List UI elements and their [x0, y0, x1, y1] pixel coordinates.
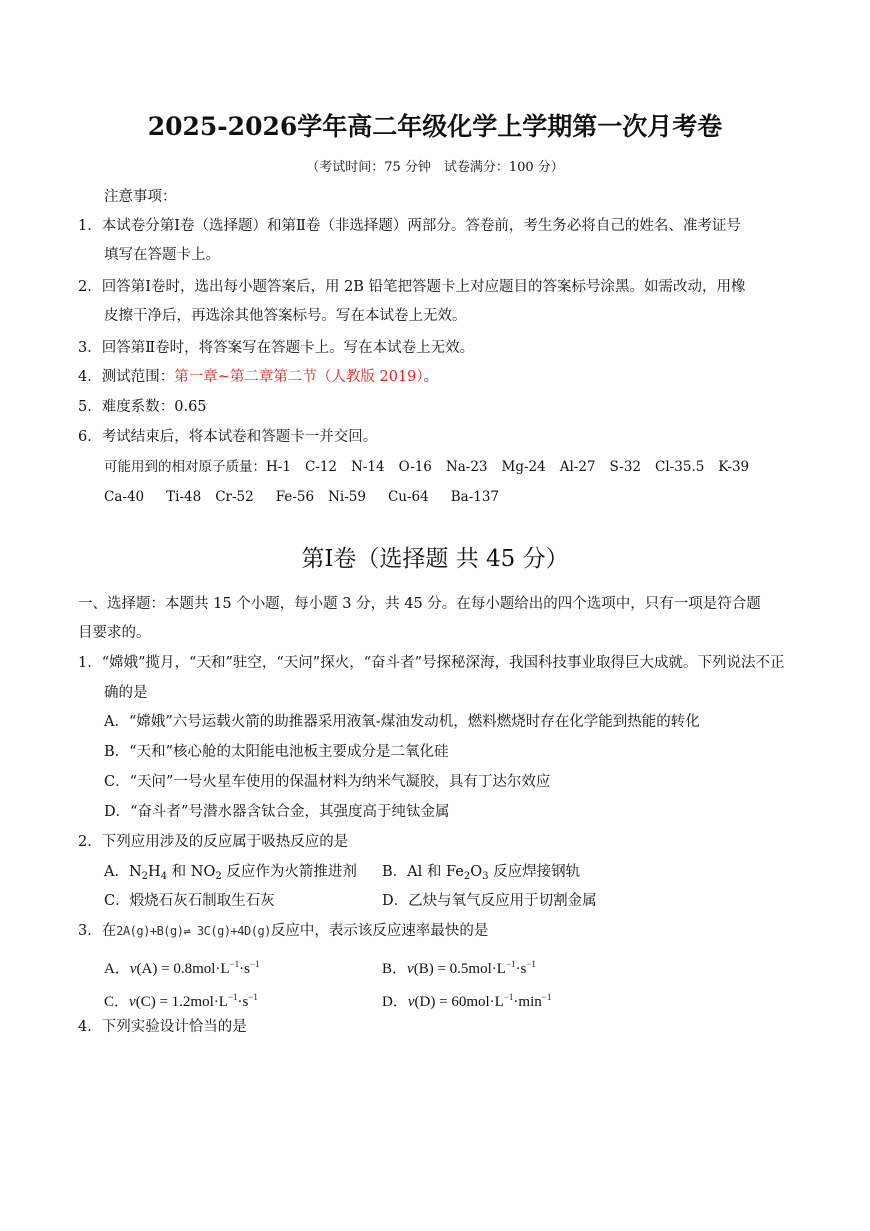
question-num: 4． — [78, 1019, 102, 1035]
atomic-mass: O-16 — [398, 459, 432, 475]
unit: L — [218, 994, 228, 1010]
notice-item-3 — [78, 338, 474, 358]
atomic-mass: C-12 — [304, 459, 338, 475]
formula-subscript: 4 — [160, 871, 168, 882]
unit-exponent: −1 — [505, 959, 516, 969]
atomic-mass: Mg-24 — [501, 459, 546, 475]
atomic-mass: Fe-56 — [275, 489, 315, 505]
atomic-mass: N-14 — [351, 459, 385, 475]
notice-item-5 — [78, 397, 207, 417]
unit: L — [494, 994, 504, 1010]
question-text: “嫦娥”揽月，“天和”驻空，“天问”探火，“奋斗者”号探秘深海，我国科技事业取得巨大成就。下列说法不正 — [101, 655, 785, 671]
question-1-stem-cont: 确的是 — [104, 685, 148, 701]
question-text: 反应中，表示该反应速率最快的是 — [270, 923, 489, 939]
notice-item-text: 测试范围： — [101, 369, 175, 385]
question-num: 1． — [78, 655, 102, 671]
notice-item-text: 回答第Ⅰ卷时，选出每小题答案后，用 2B 铅笔把答题卡上对应题目的答案标号涂黑。如需改动，用橡 — [101, 279, 746, 295]
option-label: A． — [104, 864, 129, 880]
formula-part: 反应作为火箭推进剂 — [221, 864, 357, 880]
unit: mol — [468, 961, 492, 977]
notice-item-text: 本试卷分第Ⅰ卷（选择题）和第Ⅱ卷（非选择题）两部分。答卷前，考生务必将自己的姓名、准考证号 — [101, 218, 741, 234]
notice-item-text: 考试结束后，将本试卷和答题卡一并交回。 — [101, 429, 378, 445]
formula-part: O — [470, 864, 483, 880]
exam-title: 2025-2026学年高二年级化学上学期第一次月考卷 — [147, 112, 723, 141]
rate-species: C — [140, 994, 151, 1010]
notice-item-2-cont: 皮擦干净后，再选涂其他答案标号。写在本试卷上无效。 — [104, 308, 467, 324]
notice-item-num: 1． — [78, 218, 102, 234]
question-text: 在 — [101, 923, 117, 939]
rate-value: 1.2 — [171, 994, 191, 1010]
atomic-mass: Ti-48 — [166, 489, 202, 505]
question-2-stem — [78, 832, 348, 852]
reaction-equation: 2A(g)+B(g)⇌ 3C(g)+4D(g) — [116, 924, 271, 938]
notice-item-num: 3． — [78, 340, 102, 356]
notice-item-num: 5． — [78, 399, 102, 415]
question-1-option-d: D．“奋斗者”号潜水器含钛合金，其强度高于纯钛金属 — [104, 804, 450, 820]
option-label: B． — [382, 961, 408, 977]
formula-part: 和 NO — [167, 864, 216, 880]
exam-subtitle: （考试时间：75 分钟 试卷满分：100 分） — [306, 160, 564, 175]
atomic-mass: Ni-59 — [328, 489, 366, 505]
atomic-mass-line-2 — [104, 487, 499, 507]
atomic-mass: Ba-137 — [450, 489, 500, 505]
unit: L — [220, 961, 230, 977]
atomic-mass: Cl-35.5 — [655, 459, 705, 475]
notice-item-2 — [78, 277, 746, 297]
formula-part: H — [148, 864, 161, 880]
unit-exponent: −1 — [250, 959, 260, 969]
question-text: 下列实验设计恰当的是 — [101, 1019, 247, 1035]
question-num: 3． — [78, 923, 102, 939]
rate-value: 0.8 — [173, 961, 193, 977]
formula-subscript: 3 — [482, 871, 489, 882]
option-label: C． — [104, 994, 130, 1010]
question-3-option-c: C．$v(C) = 1.2mol\cdot L^{-1}\cdot s^{-1}$ — [104, 992, 258, 1010]
unit-exponent: −1 — [526, 959, 536, 969]
unit: min — [518, 994, 542, 1010]
notice-item-1-cont: 填写在答题卡上。 — [104, 247, 220, 263]
question-1-option-b: B．“天和”核心舱的太阳能电池板主要成分是二氧化硅 — [104, 744, 449, 760]
question-3-option-d: D．$v(D) = 60mol\cdot L^{-1}\cdot\min^{-1}$ — [382, 992, 552, 1010]
section-intro: 一、选择题：本题共 15 个小题，每小题 3 分，共 45 分。在每小题给出的四个选项中，只有一项是符合题 — [78, 596, 761, 612]
question-3-option-a: A．$v(A) = 0.8mol\cdot L^{-1}\cdot s^{-1}$ — [104, 959, 260, 977]
unit-exponent: −1 — [248, 992, 258, 1002]
question-1-option-a: A．“嫦娥”六号运载火箭的助推器采用液氧-煤油发动机，燃料燃烧时存在化学能到热能的转化 — [104, 714, 700, 730]
unit: mol — [190, 994, 214, 1010]
atomic-mass-line-1 — [104, 457, 749, 477]
unit-exponent: −1 — [503, 992, 514, 1002]
notice-item-num: 6． — [78, 429, 102, 445]
unit: mol — [466, 994, 490, 1010]
question-2-option-c: C．煅烧石灰石制取生石灰 — [104, 893, 275, 909]
atomic-mass: H-1 — [266, 459, 291, 475]
notice-item-text: 难度系数：0.65 — [101, 399, 207, 415]
question-2-option-d: D．乙炔与氧气反应用于切割金属 — [382, 893, 597, 909]
formula-part: Al 和 Fe — [407, 864, 464, 880]
rate-value: 0.5 — [449, 961, 469, 977]
unit-exponent: −1 — [541, 992, 552, 1002]
formula-subscript: 2 — [215, 871, 222, 882]
question-3-stem — [78, 921, 488, 941]
question-1-option-c: C．“天问”一号火星车使用的保温材料为纳米气凝胶，具有丁达尔效应 — [104, 774, 551, 790]
unit: mol — [192, 961, 216, 977]
formula-part: 反应焊接钢轨 — [488, 864, 581, 880]
question-2-option-b — [382, 862, 580, 887]
notice-heading: 注意事项： — [104, 189, 177, 205]
atomic-mass: Ca-40 — [104, 489, 145, 505]
notice-item-tail: 。 — [423, 369, 439, 385]
question-4-stem — [78, 1017, 247, 1037]
question-3-option-b: B．$v(B) = 0.5mol\cdot L^{-1}\cdot s^{-1}$ — [382, 959, 536, 977]
notice-item-1 — [78, 216, 741, 236]
unit: L — [496, 961, 506, 977]
unit-exponent: −1 — [229, 959, 240, 969]
question-2-option-a — [104, 862, 357, 887]
notice-item-text: 回答第Ⅱ卷时，将答案写在答题卡上。写在本试卷上无效。 — [101, 340, 475, 356]
formula-subscript: 2 — [141, 871, 149, 882]
unit: s — [520, 961, 527, 977]
atomic-mass: Na-23 — [445, 459, 488, 475]
section-title: 第Ⅰ卷（选择题 共 45 分） — [301, 546, 569, 572]
atomic-mass: S-32 — [609, 459, 642, 475]
rate-value: 60 — [451, 994, 467, 1010]
notice-item-num: 2． — [78, 279, 102, 295]
option-label: D． — [382, 994, 408, 1010]
question-num: 2． — [78, 834, 102, 850]
notice-item-4 — [78, 367, 438, 387]
unit-exponent: −1 — [227, 992, 238, 1002]
notice-item-6 — [78, 427, 377, 447]
atomic-mass: Al-27 — [559, 459, 596, 475]
option-label: B． — [382, 864, 408, 880]
rate-species: A — [141, 961, 153, 977]
unit: s — [242, 994, 249, 1010]
test-scope: 第一章~第二章第二节（人教版 2019） — [174, 369, 424, 385]
formula-subscript: 2 — [463, 871, 471, 882]
atomic-mass: Cu-64 — [387, 489, 429, 505]
notice-item-num: 4． — [78, 369, 102, 385]
atomic-mass: K-39 — [718, 459, 750, 475]
question-text: 下列应用涉及的反应属于吸热反应的是 — [101, 834, 349, 850]
unit: s — [244, 961, 251, 977]
section-intro-cont: 目要求的。 — [78, 625, 151, 641]
question-1-stem — [78, 653, 785, 673]
rate-species: D — [419, 994, 431, 1010]
option-label: A． — [104, 961, 130, 977]
formula-part: N — [128, 864, 142, 880]
atomic-mass-label: 可能用到的相对原子质量： — [104, 459, 266, 475]
atomic-mass: Cr-52 — [215, 489, 254, 505]
rate-species: B — [418, 961, 429, 977]
